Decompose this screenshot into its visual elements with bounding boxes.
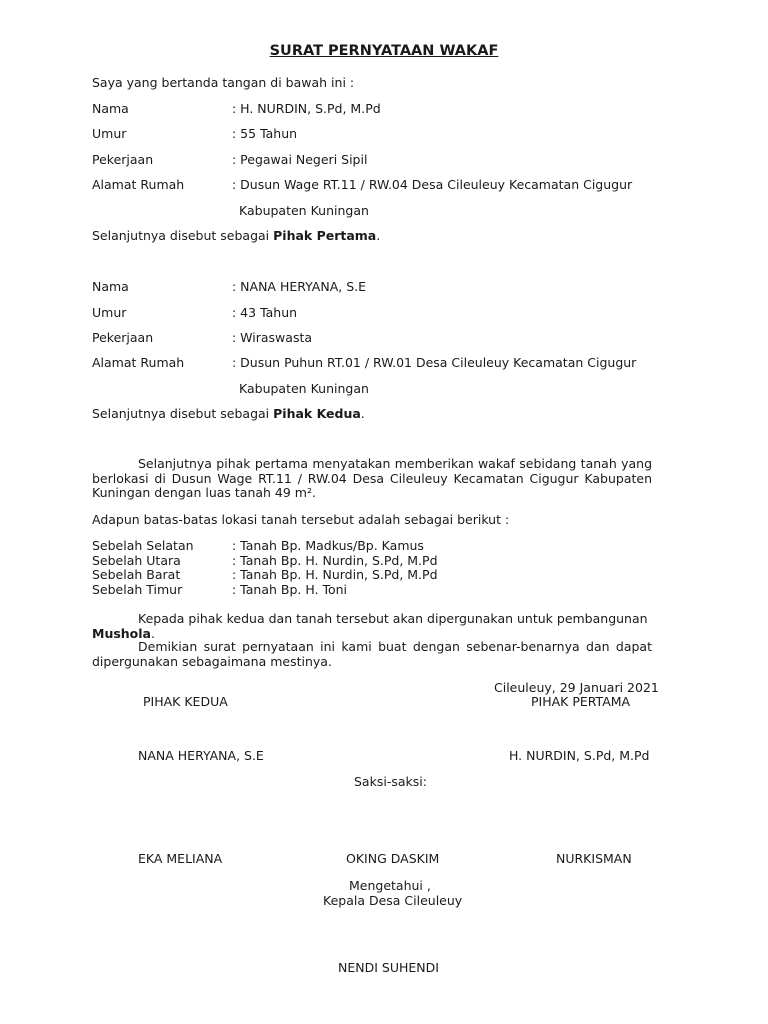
- intro-text: Saya yang bertanda tangan di bawah ini :: [92, 75, 355, 90]
- boundary-value: : Tanah Bp. H. Nurdin, S.Pd, M.Pd: [232, 567, 438, 582]
- second-party-alamat-line1: : Dusun Puhun RT.01 / RW.01 Desa Cileuleuy Kecamatan Cigugur: [232, 355, 637, 370]
- place-date: Cileuleuy, 29 Januari 2021: [494, 680, 659, 695]
- label-umur: Umur: [92, 126, 127, 141]
- label-pekerjaan: Pekerjaan: [92, 330, 154, 345]
- boundaries-intro: Adapun batas-batas lokasi tanah tersebut adalah sebagai berikut :: [92, 512, 510, 527]
- designation-prefix: Selanjutnya disebut sebagai: [92, 406, 274, 421]
- boundary-value: : Tanah Bp. H. Nurdin, S.Pd, M.Pd: [232, 553, 438, 568]
- boundary-side: Sebelah Utara: [92, 553, 181, 568]
- witness-name: NURKISMAN: [556, 851, 632, 866]
- label-alamat: Alamat Rumah: [92, 177, 185, 192]
- boundary-side: Sebelah Selatan: [92, 538, 194, 553]
- designation-bold: Pihak Kedua: [273, 406, 361, 421]
- first-party-alamat-line2: Kabupaten Kuningan: [239, 203, 369, 218]
- witnesses-label: Saksi-saksi:: [354, 774, 427, 789]
- witness-name: EKA MELIANA: [138, 851, 223, 866]
- acknowledged-name: NENDI SUHENDI: [338, 960, 439, 975]
- designation-suffix: .: [360, 406, 365, 421]
- document-title: SURAT PERNYATAAN WAKAF: [269, 43, 499, 59]
- second-party-pekerjaan: : Wiraswasta: [232, 330, 313, 345]
- acknowledged-label: Mengetahui ,: [349, 878, 431, 893]
- boundary-value: : Tanah Bp. H. Toni: [232, 582, 348, 597]
- label-nama: Nama: [92, 279, 129, 294]
- first-party-designation: [92, 228, 380, 243]
- acknowledged-title: Kepala Desa Cileuleuy: [323, 893, 463, 908]
- purpose-text: Kepada pihak kedua dan tanah tersebut akan dipergunakan untuk pembangunan: [138, 611, 648, 626]
- designation-prefix: Selanjutnya disebut sebagai: [92, 228, 274, 243]
- designation-suffix: .: [376, 228, 381, 243]
- second-party-nama: : NANA HERYANA, S.E: [232, 279, 367, 294]
- first-party-nama: : H. NURDIN, S.Pd, M.Pd: [232, 101, 381, 116]
- label-pekerjaan: Pekerjaan: [92, 152, 154, 167]
- second-party-designation: [92, 406, 365, 421]
- statement-paragraph: Selanjutnya pihak pertama menyatakan memberikan wakaf sebidang tanah yang berlokasi di Dusun Wage RT.11 / RW.04 Desa Cileuleuy Kecamatan Cigugur Kabupaten Kuningan dengan luas tanah 49 m².: [92, 456, 652, 500]
- first-party-pekerjaan: : Pegawai Negeri Sipil: [232, 152, 368, 167]
- first-party-umur: : 55 Tahun: [232, 126, 298, 141]
- boundary-side: Sebelah Barat: [92, 567, 181, 582]
- witness-name: OKING DASKIM: [346, 851, 440, 866]
- boundary-value: : Tanah Bp. Madkus/Bp. Kamus: [232, 538, 424, 553]
- signature-role-left: PIHAK KEDUA: [143, 694, 228, 709]
- label-alamat: Alamat Rumah: [92, 355, 185, 370]
- first-party-alamat-line1: : Dusun Wage RT.11 / RW.04 Desa Cileuleuy Kecamatan Cigugur: [232, 177, 633, 192]
- signature-name-right: H. NURDIN, S.Pd, M.Pd: [509, 748, 650, 763]
- purpose-suffix: .: [150, 626, 155, 641]
- label-nama: Nama: [92, 101, 129, 116]
- designation-bold: Pihak Pertama: [273, 228, 377, 243]
- signature-role-right: PIHAK PERTAMA: [531, 694, 631, 709]
- second-party-alamat-line2: Kabupaten Kuningan: [239, 381, 369, 396]
- closing-paragraph: Demikian surat pernyataan ini kami buat dengan sebenar-benarnya dan dapat dipergunakan sebagaimana mestinya.: [92, 639, 652, 669]
- purpose-bold: Mushola: [92, 626, 151, 641]
- signature-name-left: NANA HERYANA, S.E: [138, 748, 264, 763]
- label-umur: Umur: [92, 305, 127, 320]
- boundary-side: Sebelah Timur: [92, 582, 183, 597]
- second-party-umur: : 43 Tahun: [232, 305, 298, 320]
